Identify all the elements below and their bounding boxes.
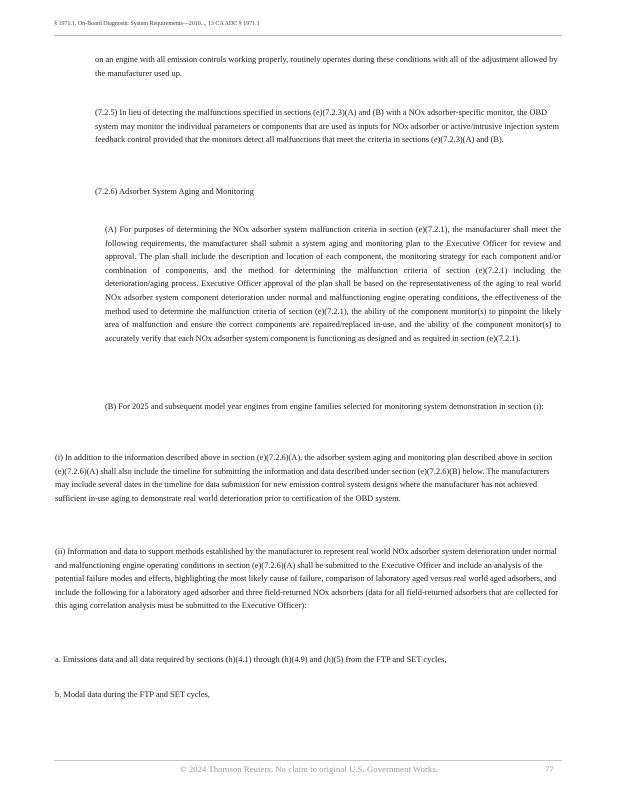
copyright-notice: © 2024 Thomson Reuters. No claim to original U.S. Government Works. [179, 764, 439, 774]
list-item-a: a. Emissions data and all data required by sections (h)(4.1) through (h)(4.9) and (h)(5) from the FTP and SET cycles, [55, 655, 447, 664]
paragraph-7-2-5: (7.2.5) In lieu of detecting the malfunctions specified in sections (e)(7.2.3)(A) and (B) with a NOx adsorber-specific monitor, the OBD system may monitor the individual parameters or components that are used as inputs for NOx adsorber or active/intrusive injection system feedback control provided that the monitors detect all malfunctions that meet the criteria in sections (e)(7.2.3)(A) and (B). [95, 108, 560, 145]
footer-divider [54, 760, 562, 761]
page-number: 77 [545, 764, 554, 774]
paragraph-7-2-6-b-ii: (ii) Information and data to support methods established by the manufacturer to represent real world NOx adsorber system deterioration under normal and malfunctioning engine operating conditions in section (e)(7.2.6)(A) shall be submitted to the Executive Officer and include an analysis of the potential failure modes and effects, highlighting the most likely cause of failure, comparison of laboratory aged versus real world aged adsorbers, and include the following for a laboratory aged adsorber and three field-returned NOx adsorbers (data for all field-returned adsorbers that are collected for this aging correlation analysis must be submitted to the Executive Officer): [55, 547, 558, 611]
running-header: § 1971.1. On-Board Diagnostic System Requirements—2010..., 13 CA ADC § 1971.1 [54, 20, 260, 27]
paragraph-7-2-6-b-i: (i) In addition to the information described above in section (e)(7.2.6)(A), the adsorber system aging and monitoring plan described above in section (e)(7.2.6)(A) shall also include the timeline for submitting the information and data described under section (e)(7.2.6)(B) below. The manufacturers may include several dates in the timeline for data submission for new emission control system designs where the manufacturer has not achieved sufficient in-use aging to demonstrate real world deterioration prior to certification of the OBD system. [55, 453, 553, 503]
paragraph-7-2-6-a: (A) For purposes of determining the NOx adsorber system malfunction criteria in section (e)(7.2.1), the manufacturer shall meet the following requirements, the manufacturer shall submit a system aging and monitoring plan to the Executive Officer for review and approval. The plan shall include the description and location of each component, the monitoring strategy for each component and/or combination of components, and the method for determining the malfunction criteria of section (e)(7.2.1) including the deterioration/aging process. Executive Officer approval of the plan shall be based on the representativeness of the aging to real world NOx adsorber system component deterioration under normal and malfunctioning engine operating conditions, the effectiveness of the method used to determine the malfunction criteria of section (e)(7.2.1), the ability of the component monitor(s) to pinpoint the likely area of malfunction and ensure the correct components are repaired/replaced in-use, and the ability of the component monitor(s) to accurately verify that each NOx adsorber system component is functioning as designed and as required in section (e)(7.2.1). [105, 225, 561, 343]
paragraph-7-2-6-b: (B) For 2025 and subsequent model year engines from engine families selected for monitoring system demonstration in section (i): [105, 402, 544, 411]
list-item-b: b. Modal data during the FTP and SET cycles, [55, 690, 210, 699]
paragraph-continuation: on an engine with all emission controls working properly, routinely operates during these conditions with all of the adjustment allowed by the manufacturer used up. [95, 55, 558, 78]
section-heading-7-2-6: (7.2.6) Adsorber System Aging and Monitoring [95, 187, 254, 196]
header-divider [54, 35, 562, 36]
